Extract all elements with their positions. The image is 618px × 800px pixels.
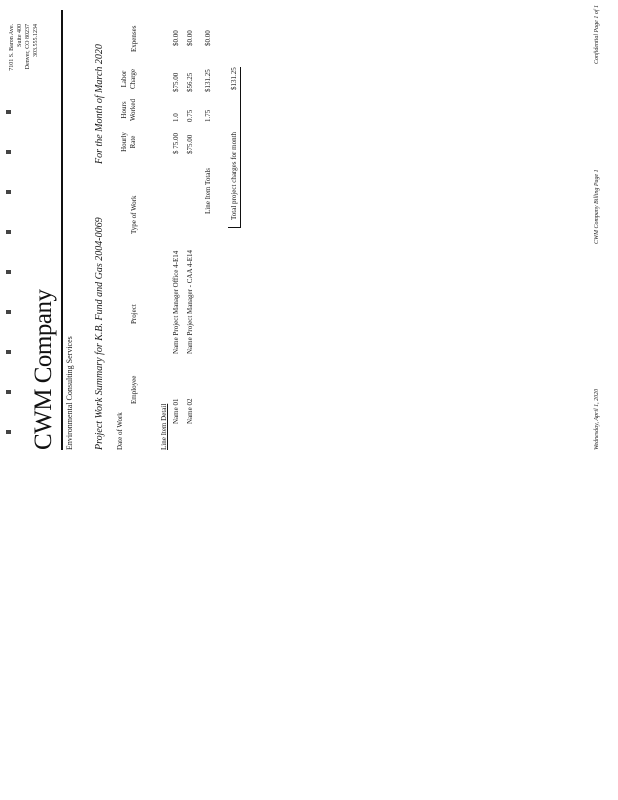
col-hours-worked: Hours Worked (120, 99, 137, 121)
punch-mark (6, 270, 11, 274)
row-labor-charge: $56.25 (186, 72, 194, 92)
punch-mark (6, 310, 11, 314)
row-hours-worked: 1.0 (172, 113, 180, 122)
col-project: Project (130, 304, 138, 324)
grand-total-label: Total project charges for month (230, 131, 238, 220)
rotated-scanned-report (4, 4, 614, 464)
col-labor-charge: Labor Charge (120, 68, 137, 90)
footer-page: Confidential Page 1 of 1 (594, 5, 600, 64)
footer-date: Wednesday, April 1, 2020 (594, 388, 600, 450)
col-hourly-rate: Hourly Rate (120, 132, 137, 152)
company-logo: CWM Company (30, 289, 57, 450)
totals-labor: $131.25 (204, 69, 212, 92)
company-tagline: Environmental Consulting Services (65, 336, 74, 450)
footer-center: CWM Company Billing Page 1 (594, 169, 600, 244)
row-labor-charge: $75.00 (172, 72, 180, 92)
group-label: Line Item Detail (160, 403, 168, 450)
punch-mark (6, 110, 11, 114)
col-employee: Employee (130, 375, 138, 404)
row-hours-worked: 0.75 (186, 109, 194, 122)
row-expense: $0.00 (172, 30, 180, 46)
punch-mark (6, 150, 11, 154)
row-employee: Name 02 (186, 398, 194, 424)
address-line: 7101 S. Baron Ave. Suite 400 (9, 24, 23, 71)
report-title: Project Work Summary for K.B. Fund and Gas 2004-0069 (94, 217, 105, 450)
col-date: Date of Work (116, 412, 124, 450)
company-address-a (8, 24, 40, 84)
totals-expense: $0.00 (204, 30, 212, 46)
address-line: Denver, CO 80237 (25, 24, 31, 70)
row-project: Name Project Manager Office 4-E14 (172, 250, 180, 354)
row-expense: $0.00 (186, 30, 194, 46)
punch-mark (6, 190, 11, 194)
totals-hours: 1.75 (204, 109, 212, 122)
grand-total-value: $131.25 (230, 67, 238, 90)
row-employee: Name 01 (172, 398, 180, 424)
punch-mark (6, 430, 11, 434)
address-line: 303.555.1234 (33, 24, 39, 57)
punch-mark (6, 390, 11, 394)
punch-mark (6, 230, 11, 234)
row-project: Name Project Manager - CAA 4-E14 (186, 250, 194, 354)
totals-label: Line Item Totals (204, 167, 212, 214)
report-period: For the Month of March 2020 (94, 44, 105, 164)
col-type: Type of Work (130, 195, 138, 234)
punch-mark (6, 350, 11, 354)
row-hourly-rate: $ 75.00 (172, 133, 180, 154)
col-expense: Expenses (130, 25, 138, 52)
header-rule (61, 10, 63, 450)
row-hourly-rate: $75.00 (186, 134, 194, 154)
